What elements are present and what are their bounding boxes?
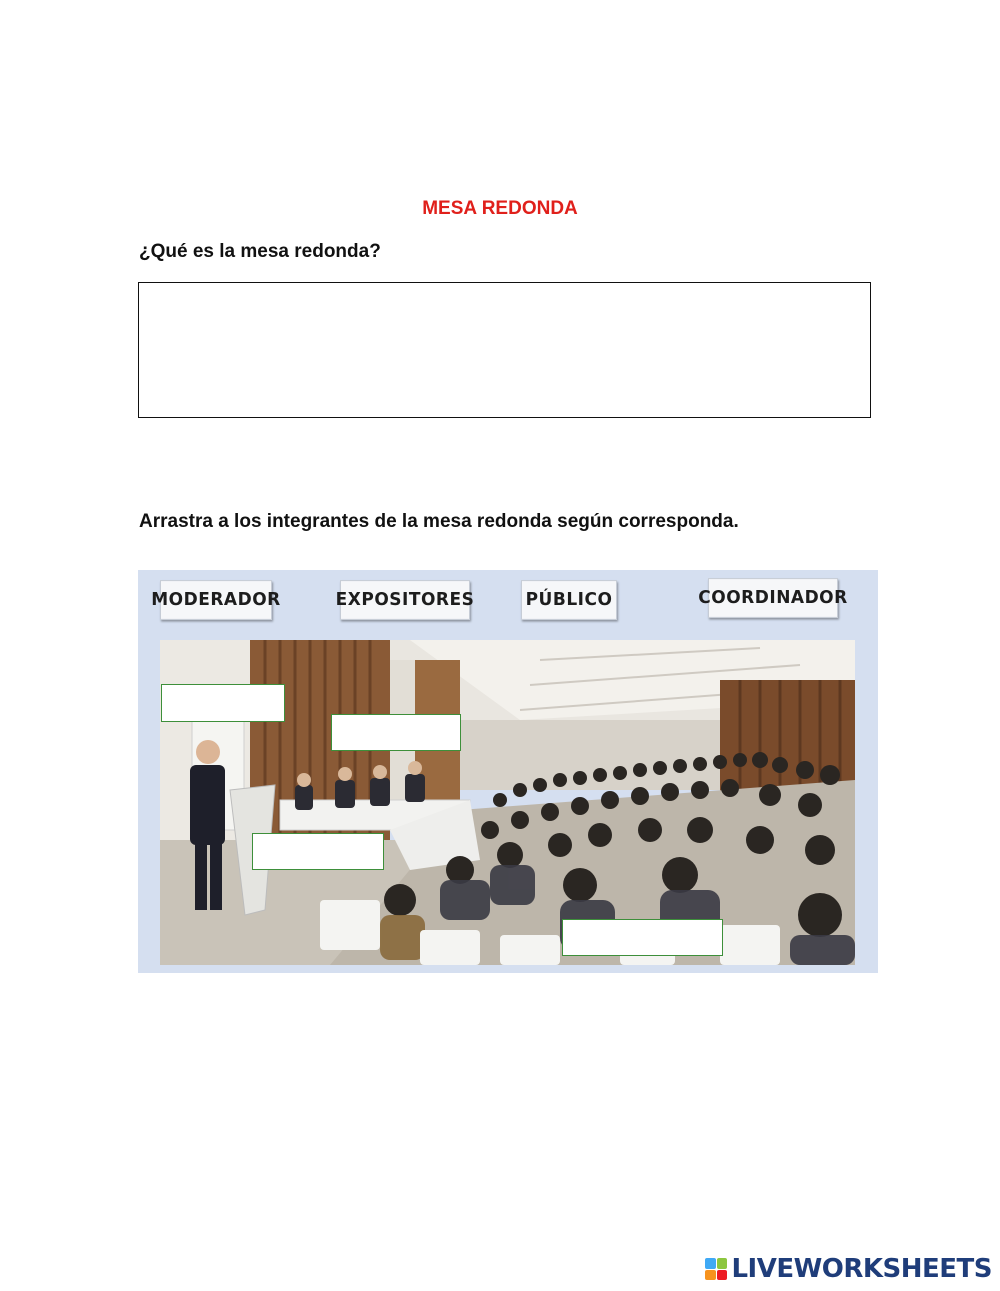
drop-target-3[interactable] bbox=[252, 833, 384, 870]
liveworksheets-wordmark: LIVEWORKSHEETS bbox=[731, 1254, 992, 1284]
liveworksheets-logo-icon bbox=[705, 1258, 727, 1280]
liveworksheets-brand bbox=[705, 1254, 992, 1284]
worksheet-title: MESA REDONDA bbox=[422, 198, 578, 219]
drop-target-4[interactable] bbox=[562, 919, 723, 956]
tag-coordinador[interactable]: COORDINADOR bbox=[708, 578, 838, 618]
tag-publico[interactable]: PÚBLICO bbox=[521, 580, 617, 620]
drop-target-1[interactable] bbox=[161, 684, 285, 722]
answer-textbox[interactable] bbox=[138, 282, 871, 418]
tag-expositores[interactable]: EXPOSITORES bbox=[340, 580, 470, 620]
drop-target-2[interactable] bbox=[331, 714, 461, 751]
drag-drop-panel bbox=[138, 570, 878, 973]
question-what-is: ¿Qué es la mesa redonda? bbox=[139, 241, 381, 262]
tag-moderador[interactable]: MODERADOR bbox=[160, 580, 272, 620]
instruction-drag: Arrastra a los integrantes de la mesa redonda según corresponda. bbox=[139, 511, 739, 532]
